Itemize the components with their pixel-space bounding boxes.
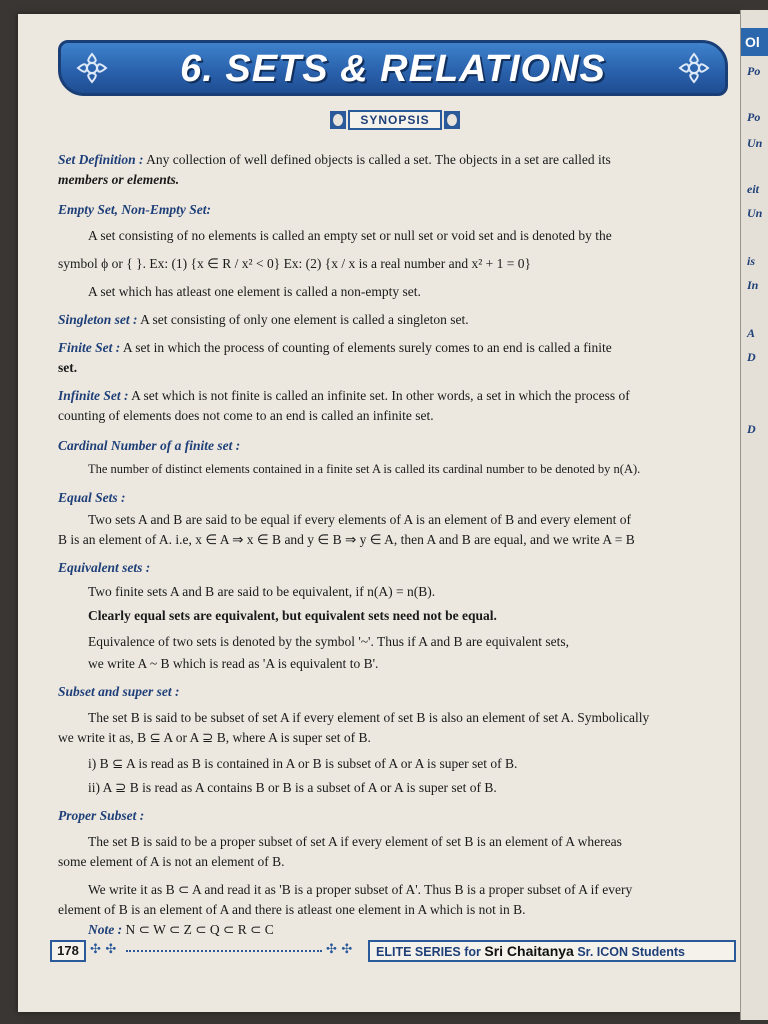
series-prefix: ELITE SERIES for (376, 945, 485, 959)
singleton-line (58, 312, 469, 328)
synopsis-label (330, 110, 460, 130)
paragraph-text: set. (58, 360, 78, 375)
flower-ornament-icon (677, 51, 711, 85)
adjacent-page-fragment: is (747, 254, 756, 268)
page-number: 178 (50, 940, 86, 962)
paragraph-text: A set which has atleast one element is called a non-empty set. (88, 284, 421, 299)
divider (126, 950, 322, 952)
paragraph-text: we write it as, B ⊆ A or A ⊇ B, where A is super set of B. (58, 730, 371, 745)
paragraph-text: A set consisting of only one element is called a singleton set. (137, 312, 469, 327)
paragraph-text: Any collection of well defined objects is called a set. The objects in a set are called its (143, 152, 611, 167)
paragraph-text: members or elements. (58, 172, 180, 187)
paragraph-text: i) B ⊆ A is read as B is contained in A or B is subset of A or A is super set of B. (88, 756, 518, 771)
paragraph-text: some element of A is not an element of B. (58, 854, 285, 869)
section-heading: Finite Set : (58, 340, 121, 355)
synopsis-text: SYNOPSIS (348, 110, 442, 130)
paragraph-text: A set consisting of no elements is called an empty set or null set or void set and is denoted by the (88, 228, 612, 243)
adjacent-page-fragment: Po (747, 64, 761, 78)
paragraph-text: counting of elements does not come to an end is called an infinite set. (58, 408, 434, 423)
section-heading: Equal Sets : (58, 490, 126, 505)
adjacent-page-fragment: Un (747, 206, 763, 220)
paragraph-text: we write A ~ B which is read as 'A is equivalent to B'. (88, 656, 379, 671)
cross-ornament-icon: ✣ ✣ (90, 942, 117, 957)
textbook-page (18, 14, 740, 1012)
paragraph-text: Two finite sets A and B are said to be equivalent, if n(A) = n(B). (88, 584, 436, 599)
note-text: N ⊂ W ⊂ Z ⊂ Q ⊂ R ⊂ C (122, 922, 274, 937)
finite-set-line (58, 340, 612, 356)
cross-ornament-icon: ✣ ✣ (326, 942, 353, 957)
set-definition-line (58, 152, 611, 168)
paragraph-text: Equivalence of two sets is denoted by the symbol '~'. Thus if A and B are equivalent sets, (88, 634, 569, 649)
note-label: Note : (88, 922, 123, 937)
paragraph-text: B is an element of A. i.e, x ∈ A ⇒ x ∈ B and y ∈ B ⇒ y ∈ A, then A and B are equal, and we write A = B (58, 532, 635, 547)
paragraph-text: A set in which the process of counting of elements surely comes to an end is called a finite (120, 340, 612, 355)
paragraph-text: We write it as B ⊂ A and read it as 'B is a proper subset of A'. Thus B is a proper subset of A if every (88, 882, 633, 897)
series-banner (368, 940, 736, 962)
paragraph-text: Two sets A and B are said to be equal if every elements of A is an element of B and every element of (88, 512, 632, 527)
ornament-icon (444, 111, 460, 129)
paragraph-text: The number of distinct elements contained in a finite set A is called its cardinal number to be denoted by n(A). (88, 462, 641, 476)
paragraph-text: ii) A ⊇ B is read as A contains B or B is a subset of A or A is super set of B. (88, 780, 497, 795)
adjacent-page-fragment: A (747, 326, 756, 340)
section-heading: Proper Subset : (58, 808, 145, 823)
adjacent-page-fragment: D (747, 422, 756, 436)
adjacent-page-tab: Ol (741, 28, 768, 56)
brand-name: Sri Chaitanya (484, 943, 574, 959)
section-heading: Infinite Set : (58, 388, 129, 403)
adjacent-page-fragment: Po (747, 110, 761, 124)
section-heading: Singleton set : (58, 312, 138, 327)
section-heading: Cardinal Number of a finite set : (58, 438, 241, 453)
note-line (88, 922, 274, 938)
section-heading: Empty Set, Non-Empty Set: (58, 202, 211, 217)
chapter-title-banner (58, 40, 728, 96)
paragraph-text: Clearly equal sets are equivalent, but equivalent sets need not be equal. (88, 608, 497, 623)
infinite-set-line (58, 388, 630, 404)
page-footer (50, 940, 736, 964)
paragraph-text: symbol ϕ or { }. Ex: (1) {x ∈ R / x² < 0} Ex: (2) {x / x is a real number and x² + 1 = 0} (58, 256, 531, 271)
paragraph-text: The set B is said to be subset of set A if every element of set B is also an element of set A. Symbolically (88, 710, 650, 725)
section-heading: Equivalent sets : (58, 560, 151, 575)
series-suffix: Sr. ICON Students (573, 945, 685, 959)
adjacent-page-edge (740, 10, 768, 1020)
section-heading: Subset and super set : (58, 684, 180, 699)
ornament-icon (330, 111, 346, 129)
paragraph-text: The set B is said to be a proper subset of set A if every element of set B is an element of A whereas (88, 834, 622, 849)
section-heading: Set Definition : (58, 152, 144, 167)
adjacent-page-fragment: eit (747, 182, 759, 196)
chapter-title: 6. SETS & RELATIONS (180, 48, 606, 90)
adjacent-page-fragment: D (747, 350, 756, 364)
paragraph-text: element of B is an element of A and there is atleast one element in A which is not in B. (58, 902, 526, 917)
adjacent-page-fragment: Un (747, 136, 763, 150)
paragraph-text: A set which is not finite is called an infinite set. In other words, a set in which the process of (128, 388, 630, 403)
adjacent-page-fragment: In (747, 278, 759, 292)
